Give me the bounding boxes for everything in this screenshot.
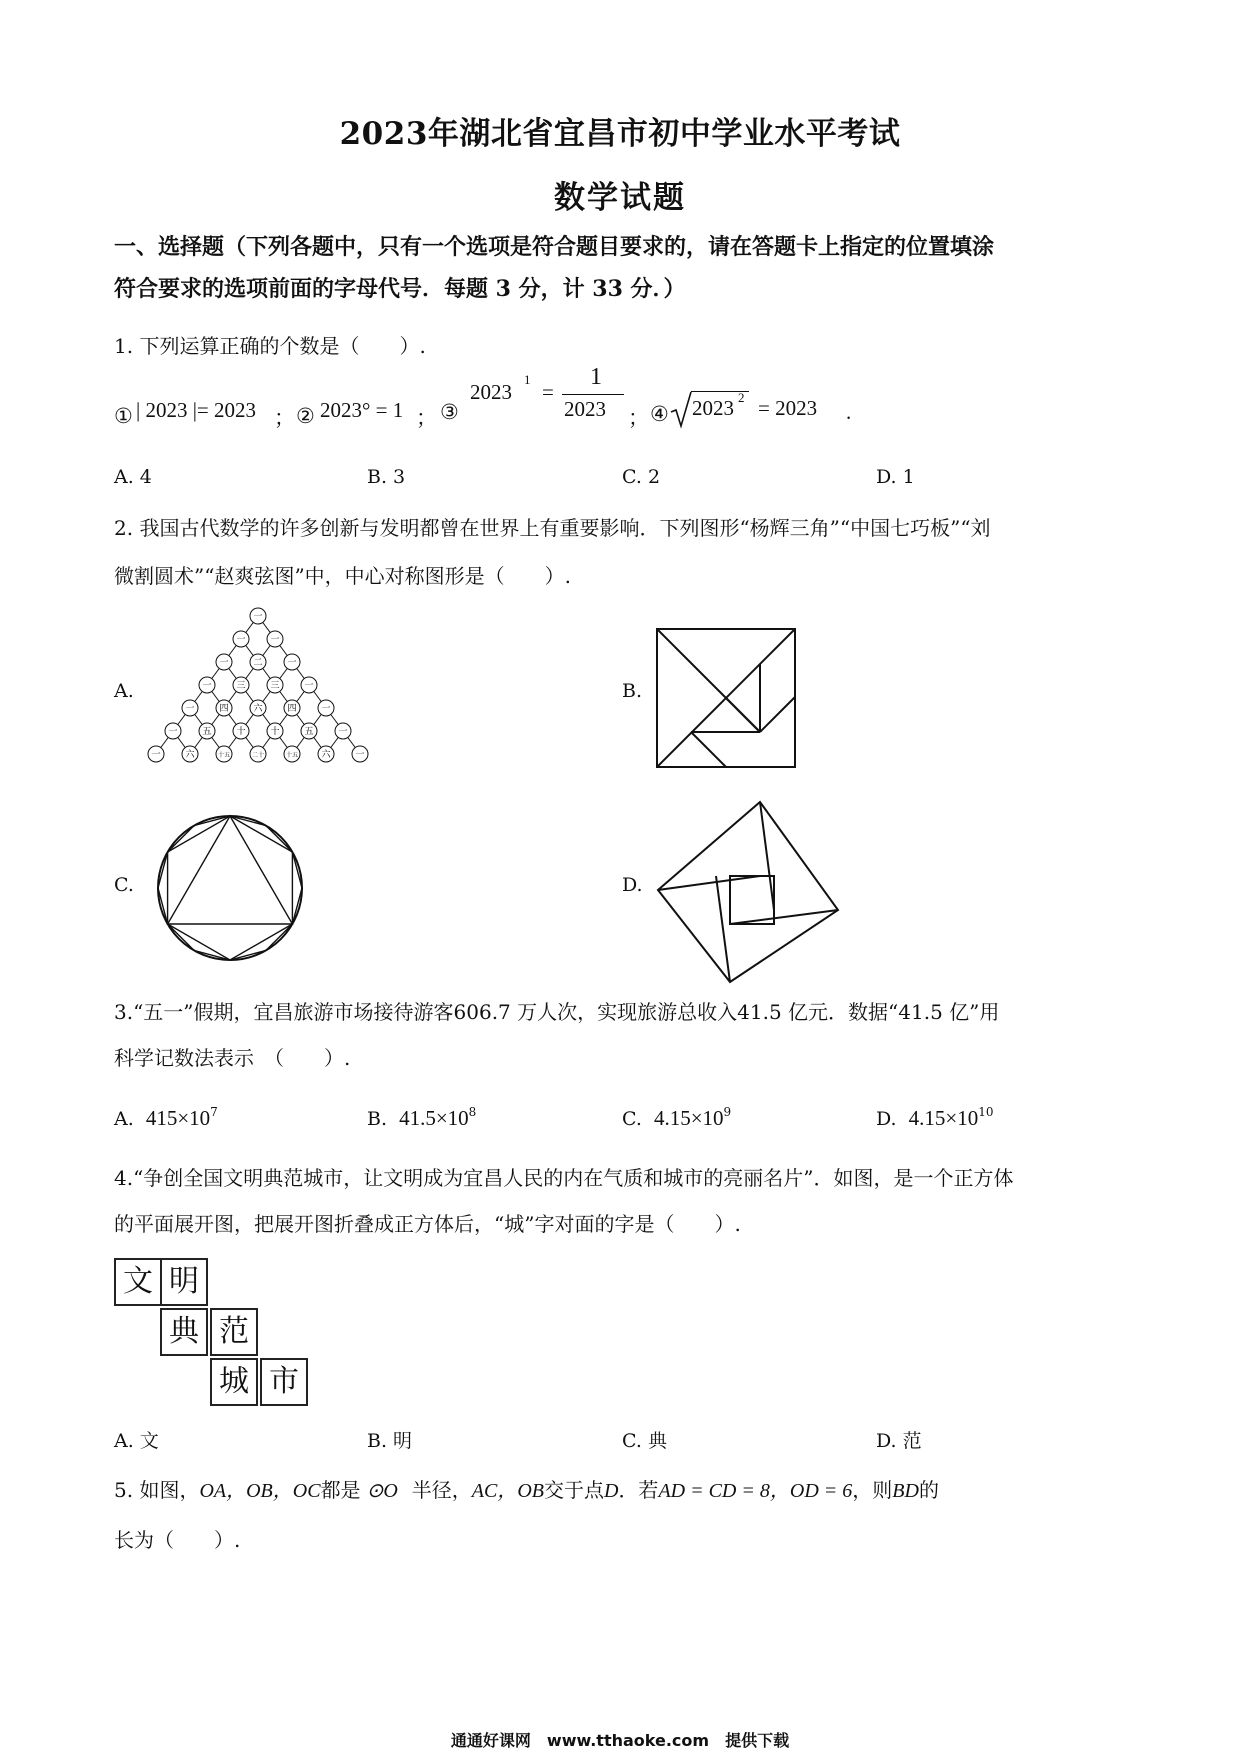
- q2-stem-line2: 微割圆术”“赵爽弦图”中，中心对称图形是（ ）.: [114, 564, 572, 588]
- q1-stem: 1. 下列运算正确的个数是（ ）.: [114, 334, 426, 358]
- q2-label-b: B.: [622, 680, 643, 702]
- q5-stem-line2: 长为（ ）.: [114, 1528, 241, 1552]
- q2-stem-line1: 2. 我国古代数学的许多创新与发明都曾在世界上有重要影响．下列图形“杨辉三角”“中国七巧板”“刘: [114, 516, 991, 540]
- q1-sep1: ；: [274, 406, 295, 430]
- liuhui-triangle: [168, 816, 293, 924]
- q5-text-13: 的: [918, 1478, 939, 1502]
- yanghui-node-label: 一: [185, 704, 195, 714]
- q3-option-d: [876, 1106, 994, 1131]
- q5-point-d: D: [603, 1480, 619, 1502]
- yanghui-node-label: 六: [321, 750, 331, 760]
- page-footer: 通通好课网 www.tthaoke.com 提供下载: [450, 1731, 790, 1750]
- q5-text-11: ，则: [852, 1478, 893, 1502]
- q3-option-b-exponent: 8: [468, 1105, 477, 1119]
- q4-option-a: A. 文: [114, 1430, 159, 1452]
- yanghui-triangle-figure: [140, 604, 380, 784]
- liuhui-circle: [158, 816, 302, 960]
- q3-option-a: [114, 1106, 218, 1131]
- yanghui-node-label: 一: [270, 635, 280, 645]
- yanghui-node-label: 一: [355, 750, 365, 760]
- yanghui-node-label: 十: [270, 727, 280, 737]
- cube-face-dian: 典: [160, 1308, 208, 1356]
- q1-claim4-exponent: 2: [738, 390, 745, 405]
- section-heading-line1: 一、选择题（下列各题中，只有一个选项是符合题目要求的，请在答题卡上指定的位置填涂: [114, 234, 995, 260]
- q1-fraction-bar: [562, 394, 624, 395]
- q3-option-d-exponent: 10: [978, 1105, 994, 1119]
- exam-subtitle: 数学试题: [554, 180, 686, 216]
- cube-face-shi: 市: [260, 1358, 308, 1406]
- q5-stem-line1: [114, 1466, 1134, 1515]
- q1-option-d: D. 1: [876, 466, 915, 488]
- q5-text-3: 都是: [320, 1478, 361, 1502]
- q3-option-b-label: B.: [367, 1108, 388, 1130]
- q3-option-d-label: D.: [876, 1108, 897, 1130]
- q1-claim3-denominator: 2023: [564, 397, 606, 421]
- q1-option-b: B. 3: [367, 466, 406, 488]
- q2-label-a: A.: [114, 680, 134, 702]
- q1-claims: [114, 364, 1134, 438]
- q3-option-a-mantissa: 415×10: [145, 1106, 211, 1130]
- q5-circle-o: ⊙O: [366, 1480, 398, 1502]
- yanghui-node-label: 四: [287, 704, 297, 714]
- q1-claim3-marker: ③: [440, 400, 459, 424]
- yanghui-node-label: 五: [304, 727, 314, 737]
- q5-chords: AC，OB: [471, 1480, 544, 1502]
- q1-end-dot: .: [846, 400, 852, 424]
- yanghui-node-label: 一: [321, 704, 331, 714]
- q4-stem-line2: 的平面展开图，把展开图折叠成正方体后，“城”字对面的字是（ ）.: [114, 1212, 741, 1236]
- yanghui-node-label: 十五: [285, 752, 299, 759]
- yanghui-node-label: 四: [219, 704, 229, 714]
- liuhui-circle-figure: [150, 808, 310, 968]
- yanghui-node-label: 一: [304, 681, 314, 691]
- q1-sep2: ；: [416, 406, 437, 430]
- yanghui-node-label: 二十: [251, 752, 265, 759]
- yanghui-node-label: 六: [253, 704, 263, 714]
- yanghui-node-label: 十: [236, 727, 246, 737]
- yanghui-node-label: 一: [202, 681, 212, 691]
- q5-given-lengths: AD = CD = 8，OD = 6: [658, 1480, 853, 1502]
- q3-option-c: [622, 1106, 731, 1131]
- yanghui-node-label: 一: [287, 658, 297, 668]
- cube-face-ming: 明: [160, 1258, 208, 1306]
- q1-claim4-radicand: 2023: [692, 396, 734, 420]
- q3-option-c-exponent: 9: [723, 1105, 732, 1119]
- q3-option-c-label: C.: [622, 1108, 642, 1130]
- cube-face-cheng: 城: [210, 1358, 258, 1406]
- yanghui-node-label: 三: [236, 681, 246, 691]
- q5-text-7: 交于点: [543, 1478, 604, 1502]
- q5-text-5: 半径，: [411, 1478, 472, 1502]
- q3-option-a-exponent: 7: [210, 1105, 218, 1119]
- q2-label-c: C.: [114, 874, 134, 896]
- q1-claim4-marker: ④: [650, 402, 669, 426]
- exam-title: 2023年湖北省宜昌市初中学业水平考试: [339, 116, 901, 152]
- q3-option-a-label: A.: [114, 1108, 134, 1130]
- q1-claim3-equals: =: [542, 380, 554, 404]
- q1-claim3-exponent: 1: [524, 372, 531, 387]
- yanghui-node-label: 五: [202, 727, 212, 737]
- q4-option-c: C. 典: [622, 1430, 667, 1452]
- q4-option-b: B. 明: [367, 1430, 413, 1452]
- q4-option-d: D. 范: [876, 1430, 922, 1452]
- q1-claim4-rhs: = 2023: [758, 396, 818, 420]
- q3-stem-line2: 科学记数法表示 （ ）.: [114, 1046, 351, 1070]
- q3-option-b-mantissa: 41.5×10: [399, 1106, 469, 1130]
- q1-claim3-numerator: 1: [590, 364, 602, 390]
- zhaoshuang-figure: [656, 800, 840, 984]
- q3-option-b: [367, 1106, 476, 1131]
- q5-segment-bd: BD: [892, 1480, 919, 1502]
- cube-face-wen: 文: [114, 1258, 162, 1306]
- q5-text-1: 5. 如图，: [114, 1478, 200, 1502]
- yanghui-node-label: 三: [270, 681, 280, 691]
- yanghui-node-label: 一: [219, 658, 229, 668]
- yanghui-node-label: 一: [151, 750, 161, 760]
- q1-option-c: C. 2: [622, 466, 661, 488]
- yanghui-node-label: 十五: [217, 752, 231, 759]
- liuhui-hexagon: [168, 816, 293, 960]
- q5-radii: OA，OB，OC: [199, 1480, 321, 1502]
- q5-text-9: ．若: [618, 1478, 659, 1502]
- tangram-figure: [656, 628, 796, 768]
- yanghui-node-label: 二: [253, 658, 263, 668]
- yanghui-node-label: 一: [168, 727, 178, 737]
- q1-option-a: A. 4: [114, 466, 152, 488]
- q1-claim1-marker: ①: [114, 404, 133, 428]
- q3-option-d-mantissa: 4.15×10: [908, 1106, 979, 1130]
- cube-net-figure: [114, 1258, 324, 1408]
- yanghui-node-label: 一: [338, 727, 348, 737]
- q1-sep3: ；: [628, 406, 649, 430]
- q1-claim2-marker: ②: [296, 404, 315, 428]
- cube-face-fan: 范: [210, 1308, 258, 1356]
- section-heading-line2: 符合要求的选项前面的字母代号．每题 3 分，计 33 分．）: [114, 276, 686, 302]
- yanghui-node-label: 一: [253, 612, 263, 622]
- yanghui-node-label: 六: [185, 750, 195, 760]
- q1-claim3-base: 2023: [470, 380, 512, 404]
- q1-claim2-expr: 2023° = 1: [320, 398, 404, 422]
- q2-label-d: D.: [622, 874, 643, 896]
- yanghui-node-label: 一: [236, 635, 246, 645]
- q4-stem-line1: 4.“争创全国文明典范城市，让文明成为宜昌人民的内在气质和城市的亮丽名片”．如图，是一个正方体: [114, 1166, 1014, 1190]
- q3-option-c-mantissa: 4.15×10: [653, 1106, 724, 1130]
- q3-stem-line1: 3.“五一”假期，宜昌旅游市场接待游客606.7 万人次，实现旅游总收入41.5 亿元．数据“41.5 亿”用: [114, 1000, 1000, 1024]
- q1-claim1-expr: | 2023 |= 2023: [136, 398, 257, 422]
- radical-sign-icon: [670, 390, 692, 430]
